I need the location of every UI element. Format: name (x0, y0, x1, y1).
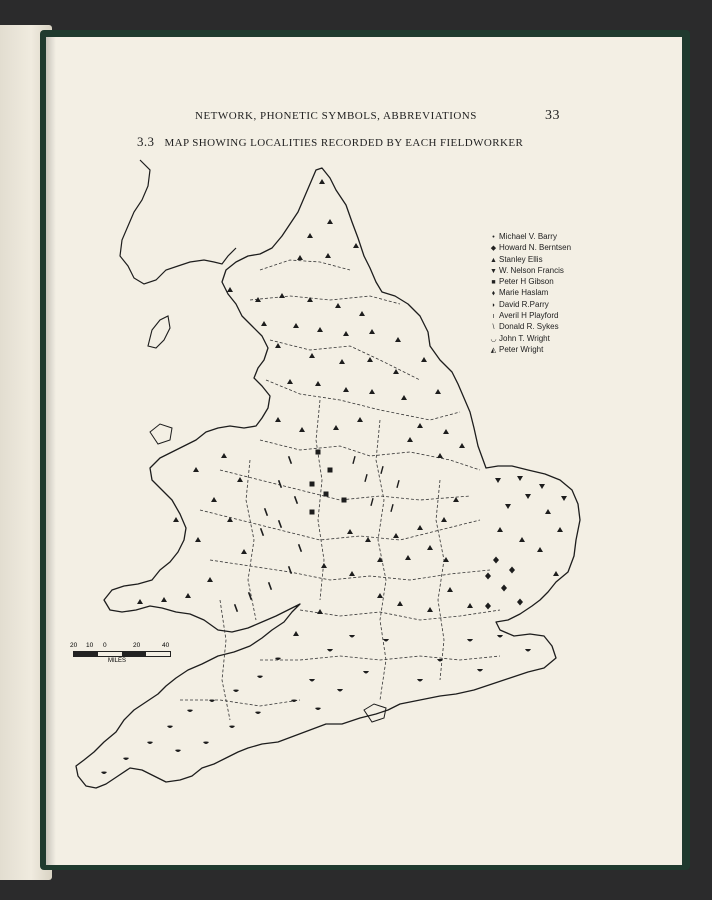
locality-marker (279, 293, 285, 298)
locality-marker (497, 635, 503, 638)
legend-symbol: \ (492, 324, 495, 332)
locality-marker (203, 742, 209, 745)
legend-label: Marie Haslam (499, 288, 549, 298)
county-boundary (250, 296, 400, 304)
locality-marker (268, 582, 272, 590)
scale-tick-label: 10 (86, 642, 94, 649)
legend-symbol: ◡ (490, 335, 497, 343)
locality-marker (185, 593, 191, 598)
locality-marker (369, 329, 375, 334)
scale-tick-label: 40 (162, 642, 170, 649)
locality-marker (221, 453, 227, 458)
locality-marker (261, 321, 267, 326)
locality-marker (519, 537, 525, 542)
locality-marker (211, 497, 217, 502)
locality-marker (327, 649, 333, 652)
legend (488, 232, 571, 356)
scale-tick-label: 0 (103, 642, 107, 649)
locality-marker (310, 482, 315, 487)
legend-symbol: ı (492, 313, 495, 321)
county-boundary (260, 656, 500, 660)
locality-marker (294, 496, 298, 504)
locality-marker (485, 573, 491, 580)
locality-marker (427, 545, 433, 550)
county-boundary (180, 700, 300, 706)
locality-marker (467, 603, 473, 608)
locality-marker (509, 567, 515, 574)
locality-marker (353, 243, 359, 248)
legend-label: Michael V. Barry (499, 232, 557, 241)
locality-marker (333, 425, 339, 430)
locality-marker (316, 450, 321, 455)
locality-marker (233, 690, 239, 693)
locality-marker (417, 525, 423, 530)
locality-marker (367, 357, 373, 362)
locality-marker (167, 726, 173, 729)
scale-segment (74, 652, 98, 656)
legend-label: Peter Wright (499, 344, 544, 354)
locality-marker (437, 659, 443, 662)
county-boundary (220, 600, 230, 720)
locality-marker (495, 478, 501, 483)
legend-label: Peter H Gibson (499, 277, 554, 287)
locality-marker (342, 498, 347, 503)
locality-marker (497, 527, 503, 532)
locality-marker (209, 700, 215, 703)
locality-marker (293, 323, 299, 328)
locality-marker (427, 607, 433, 612)
locality-marker (453, 497, 459, 502)
locality-marker (317, 609, 323, 614)
locality-marker (328, 468, 333, 473)
locality-marker (467, 639, 473, 642)
locality-marker (324, 492, 329, 497)
locality-marker (393, 533, 399, 538)
locality-marker (237, 477, 243, 482)
anglesey (150, 424, 172, 444)
legend-symbol: ⬧ (491, 290, 496, 298)
locality-marker (264, 508, 268, 516)
locality-marker (234, 604, 238, 612)
locality-marker (377, 593, 383, 598)
locality-marker (407, 437, 413, 442)
locality-marker (359, 311, 365, 316)
locality-marker (298, 544, 302, 552)
locality-marker (557, 527, 563, 532)
legend-label: Donald R. Sykes (499, 322, 559, 332)
locality-marker (195, 537, 201, 542)
locality-marker (363, 671, 369, 674)
locality-marker (352, 456, 355, 464)
locality-marker (441, 517, 447, 522)
locality-marker (537, 547, 543, 552)
locality-marker (291, 700, 297, 703)
legend-symbol: ■ (491, 279, 496, 287)
scale-bar-graphic (73, 651, 171, 657)
locality-marker (321, 563, 327, 568)
county-boundaries (180, 260, 500, 720)
locality-marker (525, 649, 531, 652)
legend-label: W. Nelson Francis (499, 265, 564, 275)
locality-marker (370, 498, 373, 506)
locality-marker (319, 179, 325, 184)
locality-marker (307, 233, 313, 238)
county-boundary (436, 480, 444, 680)
locality-marker (539, 484, 545, 489)
legend-symbol: ◆ (490, 245, 497, 253)
county-boundary (246, 460, 256, 620)
locality-marker (241, 549, 247, 554)
county-boundary (210, 560, 490, 580)
locality-marker (193, 467, 199, 472)
legend-symbol: ▲ (490, 256, 497, 264)
legend-item (488, 311, 571, 322)
locality-marker (435, 389, 441, 394)
legend-symbol: • (492, 234, 495, 241)
locality-marker (437, 453, 443, 458)
locality-marker (255, 712, 261, 715)
locality-marker (447, 587, 453, 592)
county-boundary (266, 380, 460, 420)
locality-marker (207, 577, 213, 582)
legend-item (488, 277, 571, 288)
locality-marker (278, 520, 282, 528)
locality-marker (421, 357, 427, 362)
county-boundary (316, 400, 324, 600)
legend-label: David R.Parry (499, 299, 549, 309)
locality-marker (417, 679, 423, 682)
locality-marker (278, 480, 282, 488)
locality-marker (417, 423, 423, 428)
isle-of-man (148, 316, 170, 348)
locality-marker (443, 429, 449, 434)
locality-marker (288, 456, 292, 464)
locality-marker (161, 597, 167, 602)
locality-marker (383, 639, 389, 642)
county-boundary (300, 610, 500, 620)
legend-item (488, 255, 571, 266)
locality-marker (293, 631, 299, 636)
locality-marker (260, 528, 264, 536)
locality-marker (517, 599, 523, 606)
locality-marker (175, 750, 181, 753)
locality-marker (227, 517, 233, 522)
isle-of-wight (364, 704, 386, 722)
locality-marker (299, 427, 305, 432)
locality-marker (349, 571, 355, 576)
page-number: 33 (545, 108, 560, 123)
locality-marker (287, 379, 293, 384)
locality-marker (401, 395, 407, 400)
legend-item (488, 243, 571, 254)
legend-label: Averil H Playford (499, 311, 559, 321)
locality-marker (347, 529, 353, 534)
locality-marker (229, 726, 235, 729)
locality-marker (307, 297, 313, 302)
locality-marker (101, 772, 107, 775)
scale-tick-label: 20 (70, 642, 78, 649)
locality-marker (327, 219, 333, 224)
locality-marker (505, 504, 511, 509)
locality-marker (397, 601, 403, 606)
locality-marker (561, 496, 567, 501)
scale-unit: MILES (108, 658, 127, 664)
locality-marker (309, 679, 315, 682)
locality-marker (459, 443, 465, 448)
legend-item (488, 334, 571, 345)
locality-marker (123, 758, 129, 761)
locality-marker (317, 327, 323, 332)
locality-marker (364, 474, 367, 482)
locality-marker (525, 494, 531, 499)
legend-label: Howard N. Berntsen (499, 243, 572, 253)
legend-item (488, 288, 571, 299)
locality-marker (325, 253, 331, 258)
county-boundary (260, 440, 480, 470)
locality-marker (405, 555, 411, 560)
locality-marker (517, 476, 523, 481)
locality-marker (335, 303, 341, 308)
locality-marker (395, 337, 401, 342)
locality-marker (343, 331, 349, 336)
locality-marker (485, 603, 491, 610)
locality-marker (357, 417, 363, 422)
locality-marker (315, 381, 321, 386)
legend-item (488, 345, 571, 356)
scale-segment (98, 652, 122, 656)
legend-item (488, 322, 571, 333)
locality-marker (147, 742, 153, 745)
locality-marker (297, 255, 303, 260)
county-boundary (220, 470, 470, 500)
locality-marker (369, 389, 375, 394)
locality-marker (501, 585, 507, 592)
locality-marker (380, 466, 383, 474)
scale-tick-labels (70, 642, 180, 651)
scale-segment (122, 652, 146, 656)
locality-marker (343, 387, 349, 392)
locality-marker (275, 417, 281, 422)
locality-marker (493, 557, 499, 564)
legend-label: John T. Wright (499, 333, 550, 343)
locality-marker (337, 689, 343, 692)
scale-bar (70, 642, 180, 664)
locality-marker (315, 708, 321, 711)
locality-marker (365, 537, 371, 542)
legend-symbol: ▼ (490, 267, 497, 275)
locality-marker (137, 599, 143, 604)
county-boundary (260, 260, 350, 270)
locality-marker (339, 359, 345, 364)
locality-marker (393, 369, 399, 374)
legend-symbol: ◭ (490, 346, 497, 354)
legend-item (488, 266, 571, 277)
locality-marker (309, 353, 315, 358)
legend-item (488, 232, 571, 243)
locality-marker (396, 480, 399, 488)
locality-marker (275, 343, 281, 348)
locality-marker (477, 669, 483, 672)
locality-marker (227, 287, 233, 292)
locality-marker (545, 509, 551, 514)
locality-marker (187, 710, 193, 713)
figure-number: 3.3 (137, 134, 155, 149)
locality-marker (349, 635, 355, 638)
figure-title: MAP SHOWING LOCALITIES RECORDED BY EACH FIELDWORKER (164, 137, 524, 149)
locality-marker (257, 676, 263, 679)
scale-tick-label: 20 (133, 642, 141, 649)
legend-label: Stanley Ellis (499, 254, 543, 264)
scale-segment (146, 652, 170, 656)
locality-marker (390, 504, 393, 512)
legend-item (488, 300, 571, 311)
locality-marker (288, 566, 292, 574)
running-title: NETWORK, PHONETIC SYMBOLS, ABBREVIATIONS (195, 110, 477, 122)
locality-marker (310, 510, 315, 515)
scotland-coastline (120, 160, 236, 284)
locality-marker (553, 571, 559, 576)
legend-symbol: ◗ (491, 301, 496, 309)
locality-marker (173, 517, 179, 522)
county-boundary (200, 510, 480, 540)
